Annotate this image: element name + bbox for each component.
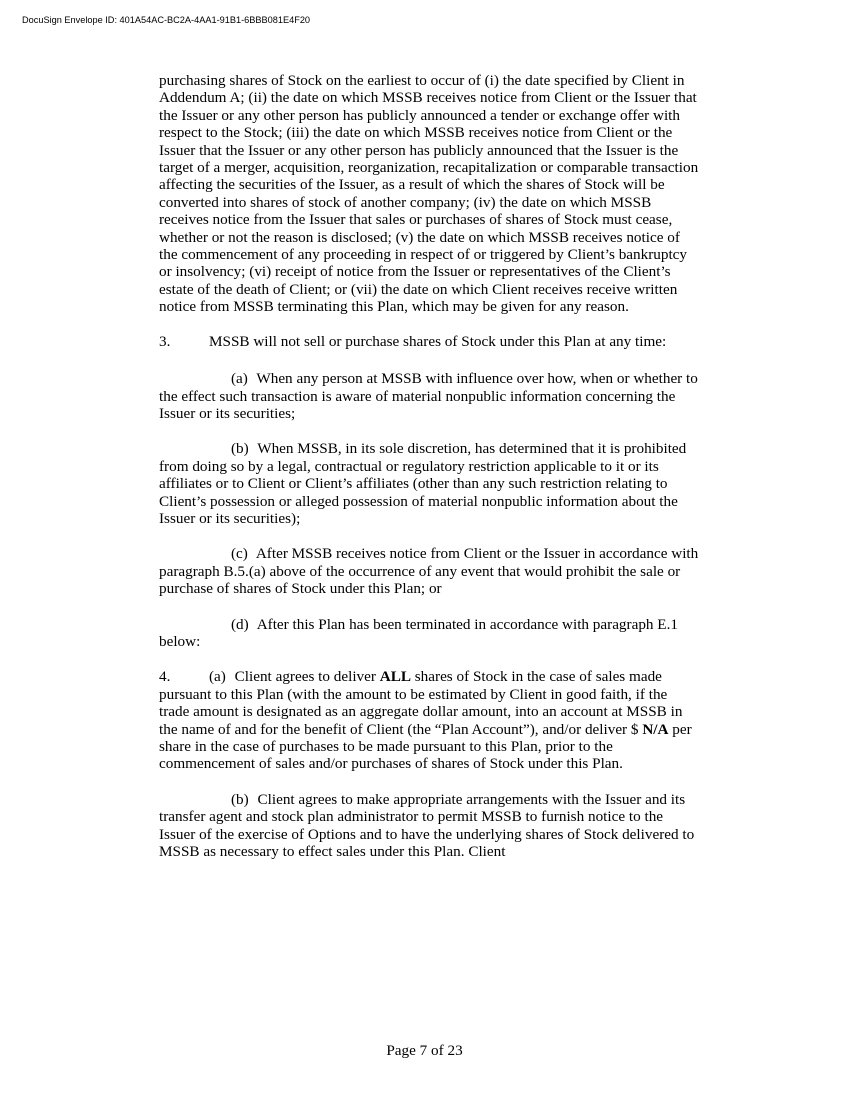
section-4-item-b bbox=[159, 791, 699, 861]
bold-na: N/A bbox=[642, 720, 669, 738]
section-number: 4. bbox=[159, 668, 171, 686]
item-text: When any person at MSSB with influence over how, when or whether to the effect such transaction is aware of material nonpublic information concerning the Issuer or its securities; bbox=[159, 370, 698, 422]
item-text: Client agrees to make appropriate arrangements with the Issuer and its transfer agent and stock plan administrator to permit MSSB to furnish notice to the Issuer of the exercise of Options and to have the underlying shares of Stock delivered to MSSB as necessary to effect sales under this Plan. Client bbox=[159, 790, 695, 861]
item-text-part-2: shares of Stock in the case of sales made pursuant to this Plan (with the amount to be estimated by Client in good faith, if the trade amount is designated as an aggregate dollar amount, into an account at MSSB in the name of and for the benefit of Client (the “Plan Account”), and/or deliver $ bbox=[159, 668, 683, 738]
item-text: After MSSB receives notice from Client or the Issuer in accordance with paragraph B.5.(a) above of the occurrence of any event that would prohibit the sale or purchase of shares of Stock under this Plan; or bbox=[159, 545, 699, 598]
section-number: 3. bbox=[159, 332, 171, 350]
section-text: MSSB will not sell or purchase shares of Stock under this Plan at any time: bbox=[209, 332, 667, 350]
paragraph-continuation: purchasing shares of Stock on the earliest to occur of (i) the date specified by Client in Addendum A; (ii) the date on which MSSB receives notice from Client or the Issuer that the Issuer or any other person has publicly announced a tender or exchange offer with respect to the Stock; (iii) the date on which MSSB receives notice from Client or the Issuer that the Issuer or any other person has publicly announced that the Issuer is the target of a merger, acquisition, reorganization, recapitalization or comparable transaction affecting the securities of the Issuer, as a result of which the shares of Stock will be converted into shares of stock of another company; (iv) the date on which MSSB receives notice from the Issuer that sales or purchases of shares of Stock must cease, whether or not the reason is disclosed; (v) the date on which MSSB receives notice of the commencement of any proceeding in respect of or triggered by Client’s bankruptcy or insolvency; (vi) receipt of notice from the Issuer or representatives of the Client’s estate of the death of Client; or (vii) the date on which Client receives receive written notice from MSSB terminating this Plan, which may be given for any reason. bbox=[159, 72, 699, 316]
item-label: (a) bbox=[209, 668, 226, 686]
section-3-item-d bbox=[159, 616, 699, 651]
bold-all: ALL bbox=[379, 668, 411, 686]
item-text-part-3: per share in the case of purchases to be made pursuant to this Plan, prior to the commencement of sales and/or purchases of shares of Stock under this Plan. bbox=[159, 720, 692, 773]
item-label: (d) bbox=[231, 615, 249, 633]
item-label: (a) bbox=[231, 370, 248, 388]
section-3-intro bbox=[159, 333, 699, 350]
docusign-envelope-id: DocuSign Envelope ID: 401A54AC-BC2A-4AA1-91B1-6BBB081E4F20 bbox=[22, 15, 311, 25]
page-number: Page 7 of 23 bbox=[386, 1042, 463, 1059]
item-text-part-1: Client agrees to deliver bbox=[234, 668, 376, 686]
item-text: When MSSB, in its sole discretion, has determined that it is prohibited from doing so by a legal, contractual or regulatory restriction applicable to it or its affiliates or to Client or Client’s affiliates (other than any such restriction relating to Client’s possession or alleged possession of material nonpublic information about the Issuer or its securities); bbox=[159, 440, 687, 527]
item-label: (b) bbox=[231, 440, 249, 458]
section-3-item-b bbox=[159, 440, 699, 527]
section-4-item-a bbox=[159, 668, 699, 772]
item-label: (c) bbox=[231, 545, 248, 563]
section-3-item-c bbox=[159, 545, 699, 597]
document-body bbox=[159, 72, 699, 878]
section-3-item-a bbox=[159, 370, 699, 422]
item-label: (b) bbox=[231, 790, 249, 808]
item-text: After this Plan has been terminated in accordance with paragraph E.1 below: bbox=[159, 615, 678, 650]
